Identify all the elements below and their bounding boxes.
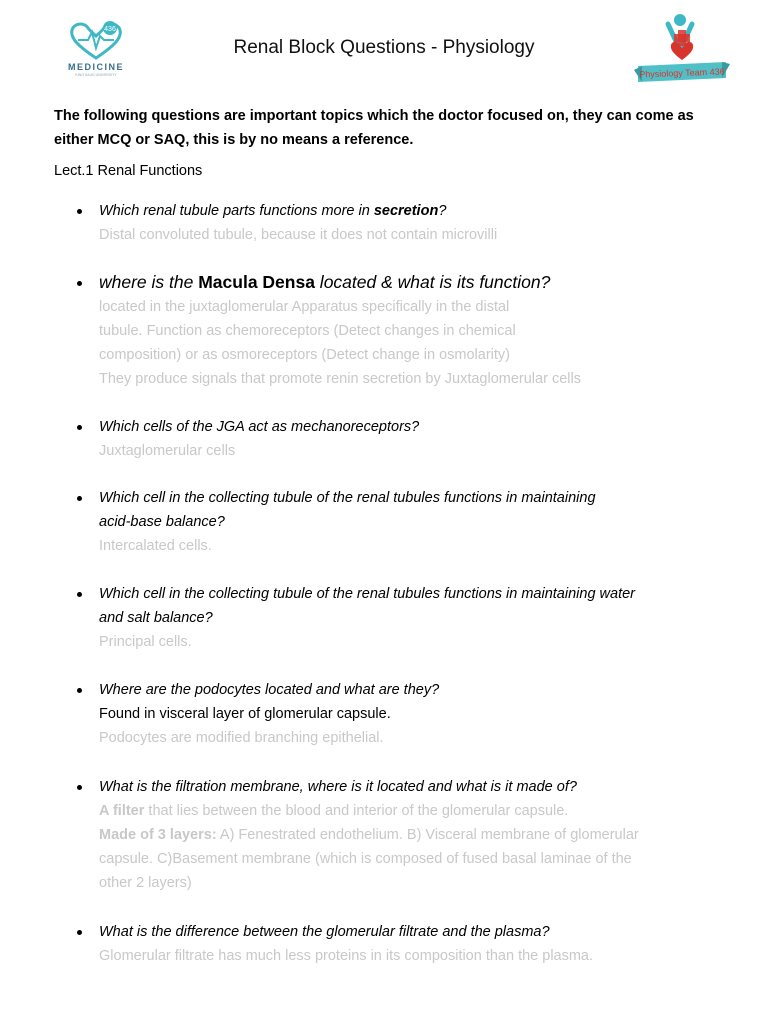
answer-line: tubule. Function as chemoreceptors (Detect changes in chemical [99, 323, 516, 339]
question-item [99, 582, 729, 654]
intro-paragraph: The following questions are important topics which the doctor focused on, they can come as either MCQ or SAQ, this is by no means a reference. [54, 108, 694, 148]
lecture-heading: Lect.1 Renal Functions [54, 163, 203, 179]
question-line: Which cell in the collecting tubule of the renal tubules functions in maintaining [99, 490, 596, 506]
answer-line: They produce signals that promote renin secretion by Juxtaglomerular cells [99, 371, 581, 387]
answer-line: capsule. C)Basement membrane (which is composed of fused basal laminae of the [99, 851, 632, 867]
page-header [0, 0, 768, 100]
question-text: where is the Macula Densa located & what is its function? [99, 272, 551, 292]
question-line: acid-base balance? [99, 514, 225, 530]
figure-head-icon [674, 14, 686, 26]
question-item [99, 678, 729, 750]
question-text: What is the difference between the glomerular filtrate and the plasma? [99, 924, 550, 940]
answer-text: Juxtaglomerular cells [99, 443, 236, 459]
answer-text-black: Found in visceral layer of glomerular capsule. [99, 706, 391, 722]
question-text: Which renal tubule parts functions more in secretion? [99, 203, 447, 219]
question-item [99, 920, 729, 968]
logo-badge: 436 [104, 26, 116, 33]
answer-text: Glomerular filtrate has much less proteins in its composition than the plasma. [99, 948, 594, 964]
logo-right-text: Physiology Team 436 [639, 66, 725, 80]
logo-left-text: MEDICINE [67, 62, 125, 72]
question-line: Which cell in the collecting tubule of the renal tubules functions in maintaining water [99, 586, 635, 602]
answer-line: located in the juxtaglomerular Apparatus specifically in the distal [99, 299, 510, 315]
answer-line: A filter that lies between the blood and interior of the glomerular capsule. [99, 803, 569, 819]
question-line: and salt balance? [99, 610, 213, 626]
question-text: Where are the podocytes located and what are they? [99, 682, 440, 698]
answer-text: Distal convoluted tubule, because it does not contain microvilli [99, 227, 498, 243]
logo-left-sub: KING SAUD UNIVERSITY [75, 73, 117, 77]
physiology-team-logo [634, 10, 730, 82]
question-text: What is the filtration membrane, where is it located and what is it made of? [99, 779, 577, 795]
question-item [99, 199, 729, 247]
question-text: Which cells of the JGA act as mechanoreceptors? [99, 419, 420, 435]
page-title: Renal Block Questions - Physiology [233, 37, 535, 58]
question-item [99, 486, 729, 558]
answer-line: composition) or as osmoreceptors (Detect change in osmolarity) [99, 347, 510, 363]
answer-line: other 2 layers) [99, 875, 192, 891]
answer-line: Made of 3 layers: A) Fenestrated endothelium. B) Visceral membrane of glomerular [99, 827, 639, 843]
answer-text: Principal cells. [99, 634, 192, 650]
answer-text: Intercalated cells. [99, 538, 212, 554]
question-item [99, 269, 729, 391]
question-item [99, 775, 729, 895]
question-item [99, 415, 729, 463]
answer-text: Podocytes are modified branching epithelial. [99, 730, 384, 746]
